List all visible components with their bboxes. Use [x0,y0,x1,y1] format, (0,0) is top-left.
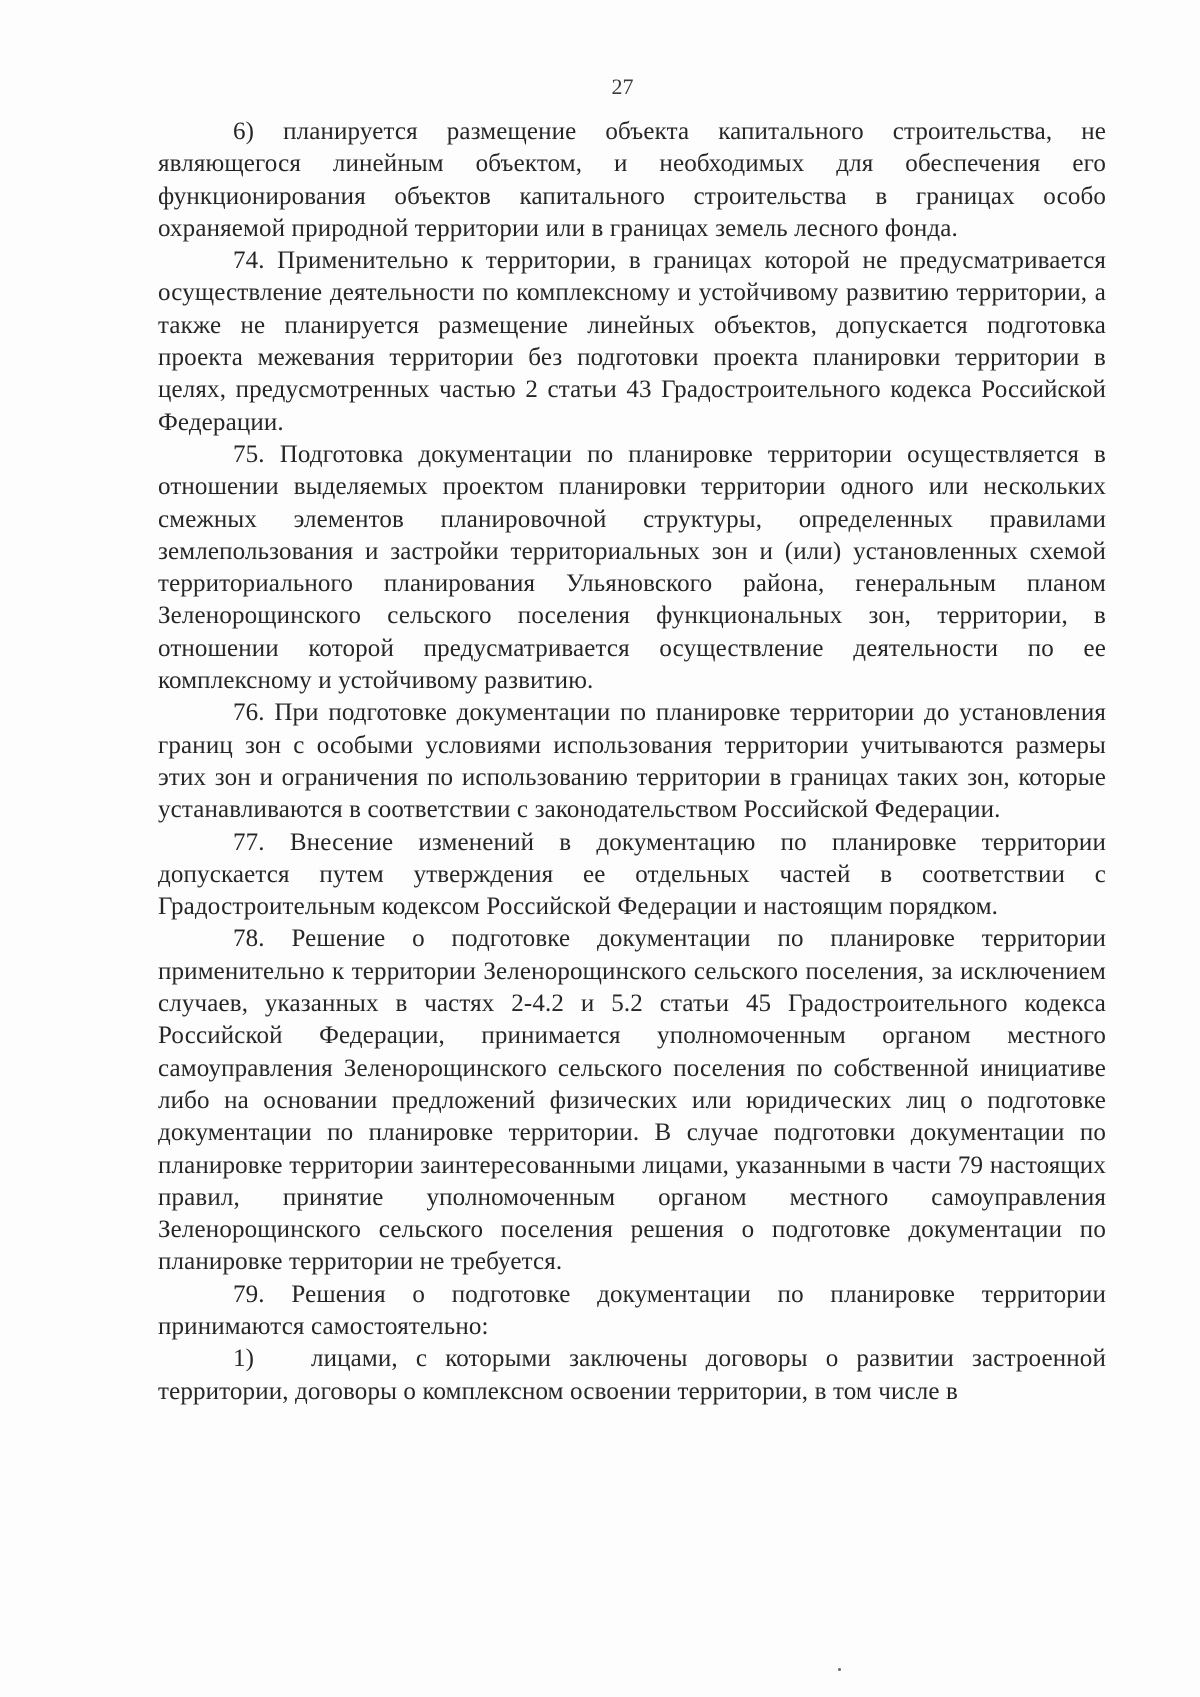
paragraph-74: 74. Применительно к территории, в границах которой не предусматривается осуществление деятельности по комплексному и устойчивому развитию территории, а также не планируется размещение линейных объектов, допускается подготовка проекта межевания территории без подготовки проекта планировки территории в целях, предусмотренных частью 2 статьи 43 Градостроительного кодекса Российской Федерации. [158,247,1106,436]
sub-item-number: 1) [233,1345,255,1373]
document-body [158,116,1106,1408]
paragraph-79-item-1 [158,1343,1106,1408]
paragraph-79: 79. Решения о подготовке документации по планировке территории принимаются самостоятельно: [158,1280,1106,1340]
paragraph-75: 75. Подготовка документации по планировке территории осуществляется в отношении выделяемых проектом планировки территории одного или нескольких смежных элементов планировочной структуры, определенных правилами землепользования и застройки территориальных зон и (или) установленных схемой территориального планирования Ульяновского района, генеральным планом Зеленорощинского сельского поселения функциональных зон, территории, в отношении которой предусматривается осуществление деятельности по ее комплексному и устойчивому развитию. [158,440,1106,695]
paragraph-item-6: 6) планируется размещение объекта капитального строительства, не являющегося линейным объектом, и необходимых для обеспечения его функционирования объектов капитального строительства в границах особо охраняемой природной территории или в границах земель лесного фонда. [158,118,1106,242]
paragraph-76: 76. При подготовке документации по планировке территории до установления границ зон с особыми условиями использования территории учитываются размеры этих зон и ограничения по использованию территории в границах таких зон, которые устанавливаются в соответствии с законодательством Российской Федерации. [158,699,1106,824]
scan-speck [838,1668,841,1671]
page-number: 27 [611,74,634,99]
paragraph-77: 77. Внесение изменений в документацию по планировке территории допускается путем утверждения ее отдельных частей в соответствии с Градостроительным кодексом Российской Федерации и настоящим порядком. [158,828,1106,921]
paragraph-78: 78. Решение о подготовке документации по планировке территории применительно к территории Зеленорощинского сельского поселения, за исключением случаев, указанных в частях 2-4.2 и 5.2 статьи 45 Градостроительного кодекса Российской Федерации, принимается уполномоченным органом местного самоуправления Зеленорощинского сельского поселения по собственной инициативе либо на основании предложений физических или юридических лиц о подготовке документации по планировке территории. В случае подготовки документации по планировке территории заинтересованными лицами, указанными в части 79 настоящих правил, принятие уполномоченным органом местного самоуправления Зеленорощинского сельского поселения решения о подготовке документации по планировке территории не требуется. [158,925,1106,1276]
sub-item-text: лицами, с которыми заключены договоры о развитии застроенной территории, договоры о комплексном освоении территории, в том числе в [158,1345,1106,1405]
